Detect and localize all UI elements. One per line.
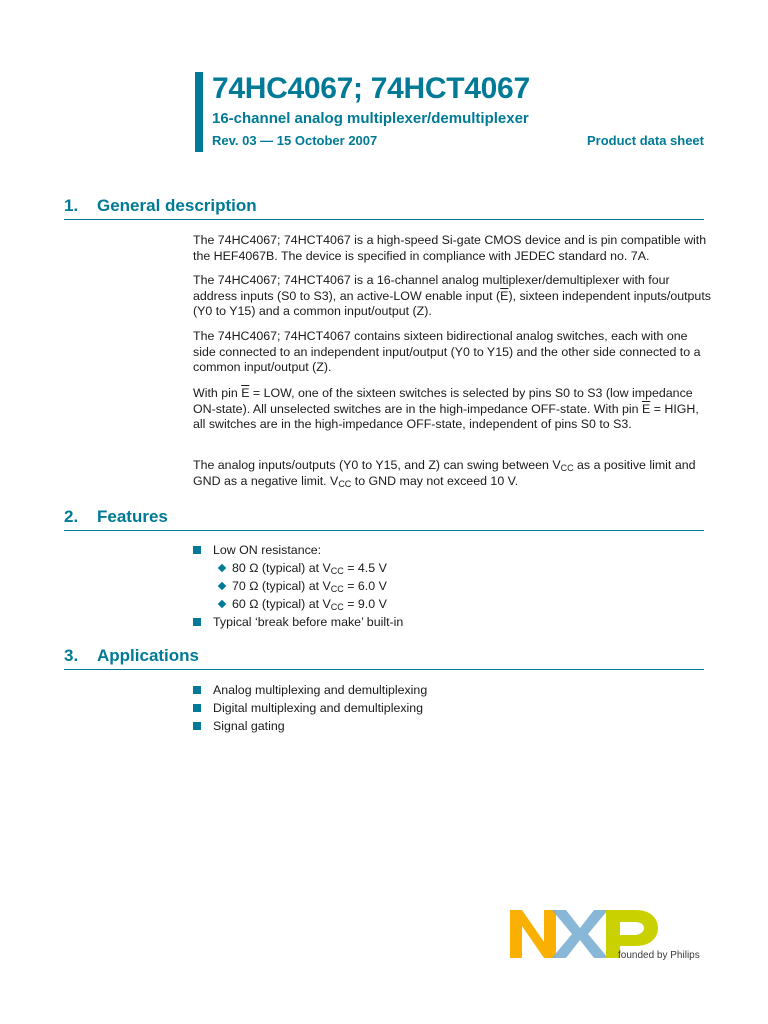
diamond-bullet-icon xyxy=(218,564,226,572)
text-run: = 4.5 V xyxy=(343,561,387,575)
text-run: = LOW, one of the sixteen switches is selected by pins S0 to S3 (low impedance ON-state). All unselected switches are in the high-impedance OFF-state. With pin xyxy=(193,386,693,416)
text-run: as a positive limit and GND as a negative limit. V xyxy=(193,458,696,488)
list-item xyxy=(193,613,713,631)
square-bullet-icon xyxy=(193,704,201,712)
list-item-text: Signal gating xyxy=(213,719,285,733)
enable-pin-symbol: $\overline{E}$ xyxy=(642,401,651,416)
section-number: 3. xyxy=(64,646,79,665)
section-number: 2. xyxy=(64,507,79,526)
sub-list-item xyxy=(193,559,713,577)
section-title: Applications xyxy=(97,646,200,665)
document-title: 74HC4067; 74HCT4067 xyxy=(212,72,530,105)
text-run: The 74HC4067; 74HCT4067 is a 16-channel analog multiplexer/demultiplexer with four address inputs (S0 to S3), an active-LOW enable input ( xyxy=(193,273,670,303)
text-run: = 6.0 V xyxy=(343,579,387,593)
section-title: Features xyxy=(97,507,168,526)
square-bullet-icon xyxy=(193,546,201,554)
paragraph xyxy=(193,273,713,320)
text-run: The analog inputs/outputs (Y0 to Y15, and Z) can swing between V xyxy=(193,458,561,472)
nxp-logo xyxy=(508,908,708,964)
features-list xyxy=(193,541,713,631)
text-run: 60 Ω (typical) at V xyxy=(232,597,331,611)
section-heading-applications xyxy=(64,646,704,670)
text-run: With pin xyxy=(193,386,242,400)
header-accent-bar xyxy=(195,72,203,152)
list-item-text: Low ON resistance: xyxy=(213,543,322,557)
subscript: CC xyxy=(330,566,344,576)
list-item-text: Digital multiplexing and demultiplexing xyxy=(213,701,424,715)
text-run: = HIGH, all switches are in the high-impedance OFF-state, independent of pins S0 to S3. xyxy=(193,401,699,431)
list-item xyxy=(193,717,713,735)
text-run: to GND may not exceed 10 V. xyxy=(351,473,519,488)
document-type: Product data sheet xyxy=(586,133,704,148)
text-run: 80 Ω (typical) at V xyxy=(232,561,331,575)
enable-pin-symbol: $\overline{E}$ xyxy=(500,288,509,303)
section-title: General description xyxy=(97,196,257,215)
logo-tagline: founded by Philips xyxy=(618,950,700,961)
paragraph: The 74HC4067; 74HCT4067 is a high-speed Si-gate CMOS device and is pin compatible with the HEF4067B. The device is specified in compliance with JEDEC standard no. 7A. xyxy=(193,233,707,263)
diamond-bullet-icon xyxy=(218,600,226,608)
square-bullet-icon xyxy=(193,722,201,730)
paragraph: The 74HC4067; 74HCT4067 contains sixteen bidirectional analog switches, each with one side connected to an independent input/output (Y0 to Y15) and the other side connected to a common input/output (Z). xyxy=(193,329,701,374)
section-heading-features xyxy=(64,507,704,531)
list-item xyxy=(193,681,713,699)
enable-pin-symbol: $\overline{E}$ xyxy=(241,386,250,400)
paragraph xyxy=(193,386,713,433)
document-subtitle: 16-channel analog multiplexer/demultiplexer xyxy=(212,110,529,127)
list-item-text: Typical ‘break before make’ built-in xyxy=(213,615,404,629)
section-number: 1. xyxy=(64,196,79,215)
nxp-logo-graphic xyxy=(508,908,708,964)
text-run: ), sixteen independent inputs/outputs (Y0 to Y15) and a common input/output (Z). xyxy=(193,288,711,318)
text-run: 70 Ω (typical) at V xyxy=(232,579,331,593)
list-item xyxy=(193,699,713,717)
subscript: CC xyxy=(330,584,344,594)
diamond-bullet-icon xyxy=(218,582,226,590)
subscript: CC xyxy=(338,478,352,489)
applications-list xyxy=(193,681,713,735)
text-run: = 9.0 V xyxy=(343,597,387,611)
sub-list-item xyxy=(193,595,713,613)
revision-info: Rev. 03 — 15 October 2007 xyxy=(212,133,378,148)
square-bullet-icon xyxy=(193,618,201,626)
subscript: CC xyxy=(330,602,344,612)
sub-list-item xyxy=(193,577,713,595)
square-bullet-icon xyxy=(193,686,201,694)
list-item-text: Analog multiplexing and demultiplexing xyxy=(213,683,428,697)
paragraph xyxy=(193,458,713,489)
list-item xyxy=(193,541,713,559)
subscript: CC xyxy=(560,463,574,473)
section-heading-general-description xyxy=(64,196,704,220)
